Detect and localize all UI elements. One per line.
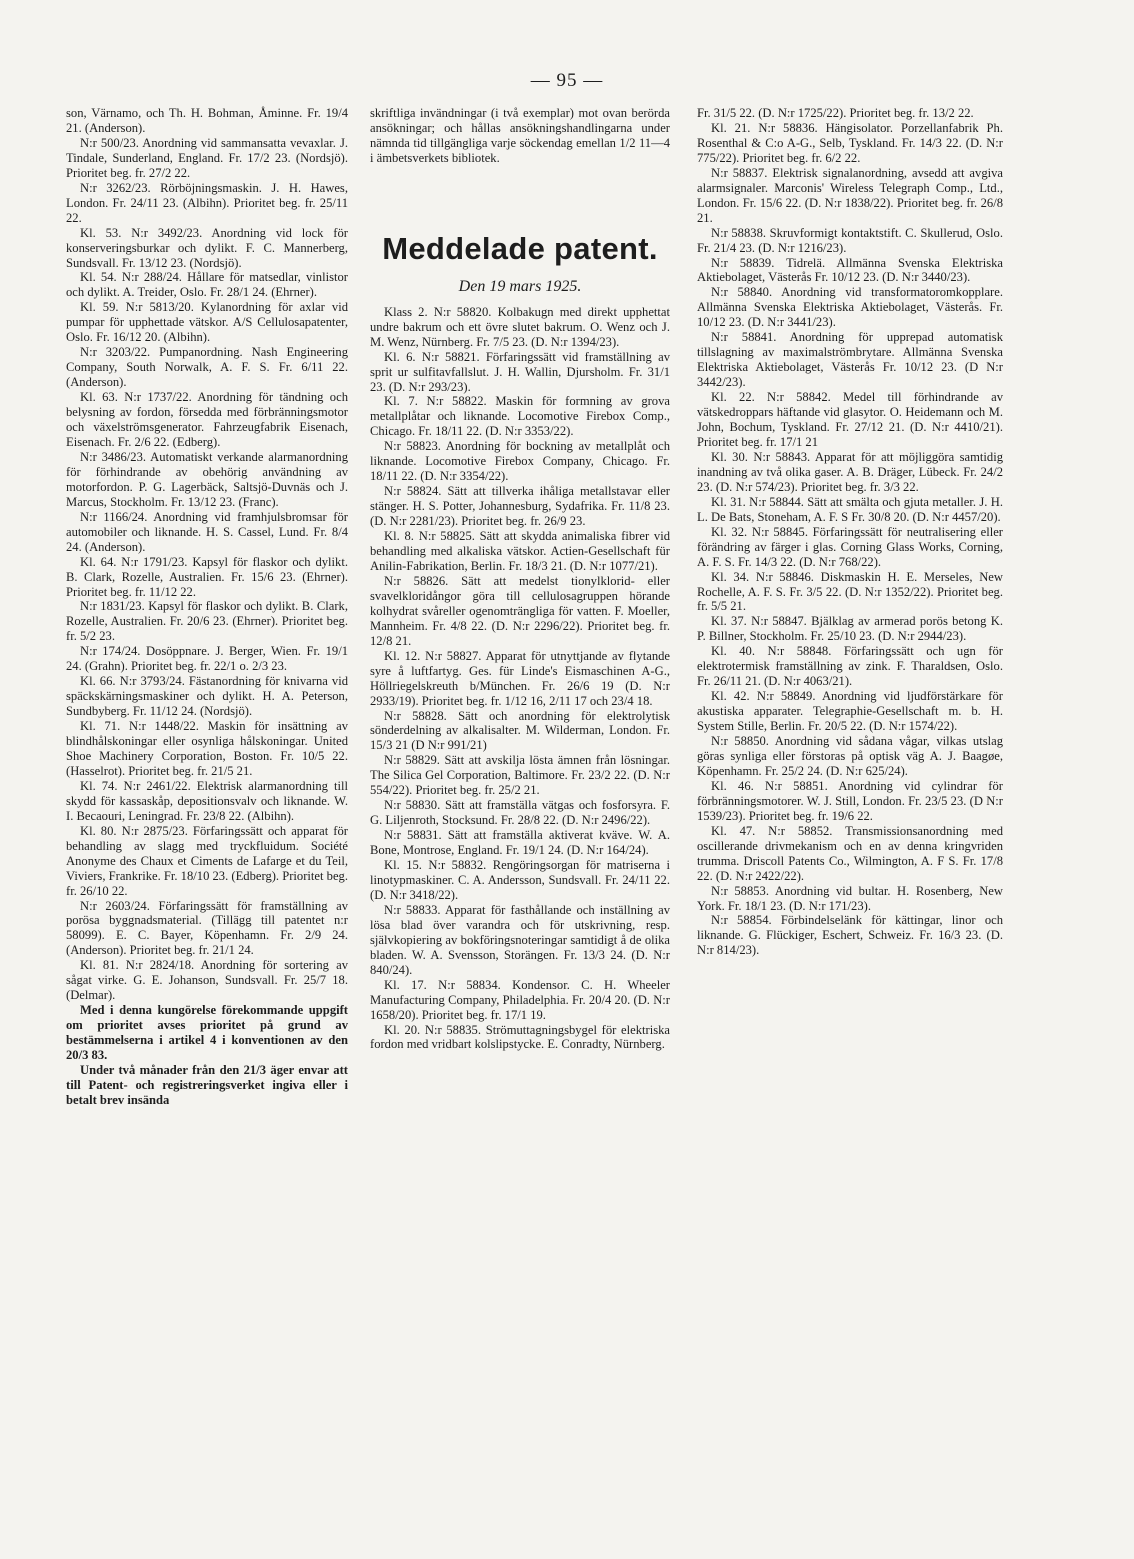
patent-entry: N:r 3203/22. Pumpanordning. Nash Engineering Company, South Norwalk, A. F. S. Fr. 6/11 22. (Anderson). <box>66 345 348 390</box>
patent-entry: Kl. 74. N:r 2461/22. Elektrisk alarmanordning till skydd för kassaskåp, depositionsvalv och liknande. W. I. Becaouri, Leningrad. Fr. 23/8 22. (Albihn). <box>66 778 348 823</box>
patent-entry: N:r 58853. Anordning vid bultar. H. Rosenberg, New York. Fr. 18/1 23. (D. N:r 171/23). <box>697 883 1003 913</box>
patent-entry: Kl. 34. N:r 58846. Diskmaskin H. E. Merseles, New Rochelle, A. F. S. Fr. 3/5 22. (D. N:r 1352/22). Prioritet beg. fr. 5/5 21. <box>697 569 1003 614</box>
patent-entry: N:r 58829. Sätt att avskilja lösta ämnen från lösningar. The Silica Gel Corporation, Baltimore. Fr. 23/2 22. (D. N:r 554/22). Prioritet beg. fr. 25/2 21. <box>370 753 670 798</box>
patent-entries <box>370 305 670 1053</box>
patent-entry: Kl. 30. N:r 58843. Apparat för att möjliggöra samtidig inandning av två olika gaser. A. B. Dräger, Lübeck. Fr. 24/2 23. (D. N:r 574/23). Prioritet beg. fr. 3/3 22. <box>697 449 1003 494</box>
patent-entry: N:r 58831. Sätt att framställa aktiverat kväve. W. A. Bone, Montrose, England. Fr. 19/1 24. (D. N:r 164/24). <box>370 828 670 858</box>
section-heading: Meddelade patent. <box>382 230 658 266</box>
patent-entry: Kl. 7. N:r 58822. Maskin för formning av grova metallplåtar och liknande. Locomotive Firebox Comp., Chicago. Fr. 18/11 22. (D. N:r 3353/22). <box>370 394 670 439</box>
page-number: — 95 — <box>530 70 604 91</box>
patent-entry: Kl. 47. N:r 58852. Transmissionsanordning med oscillerande drivmekanism och en av denna kringvriden trumma. Driscoll Patents Co., Wilmington, A. F S. Fr. 17/8 22. (D. N:r 2422/22). <box>697 823 1003 883</box>
patent-entry: Kl. 80. N:r 2875/23. Förfaringssätt och apparat för behandling av slagg med tryckfluidum. Société Anonyme des Chaux et Ciments de Lafarge et du Teil, Viviers, Frankrike. Fr. 18/10 23. (Edberg). Prioritet beg. fr. 26/10 22. <box>66 823 348 898</box>
column-middle <box>370 106 670 1052</box>
column-right <box>697 106 1003 958</box>
patent-entry: Under två månader från den 21/3 äger envar att till Patent- och registreringsverket ingiva eller i betalt brev insända <box>66 1063 348 1107</box>
patent-entry: N:r 58833. Apparat för fasthållande och inställning av lösa blad över varandra och för utskrivning, resp. självkopiering av bokföringsnoteringar samtidigt å de olika bladen. W. A. Svensson, Storängen. Fr. 13/3 24. (D. N:r 840/24). <box>370 902 670 977</box>
patent-entry: Kl. 20. N:r 58835. Strömuttagningsbygel för elektriska fordon med vridbart kolslipstycke. E. Conradty, Nürnberg. <box>370 1022 670 1052</box>
patent-entry: Kl. 37. N:r 58847. Bjälklag av armerad porös betong K. P. Billner, Stockholm. Fr. 25/10 23. (D. N:r 2944/23). <box>697 614 1003 644</box>
patent-entry: N:r 58841. Anordning för upprepad automatisk tillslagning av maximalströmbrytare. Allmänna Svenska Elektriska Aktiebolaget, Västerås Fr. 10/12 23. (D N:r 3442/23). <box>697 330 1003 390</box>
patent-entry: Kl. 21. N:r 58836. Hängisolator. Porzellanfabrik Ph. Rosenthal & C:o A-G., Selb, Tyskland. Fr. 14/3 22. (D. N:r 775/22). Prioritet beg. fr. 6/2 22. <box>697 120 1003 165</box>
patent-entry: N:r 500/23. Anordning vid sammansatta vevaxlar. J. Tindale, Sunderland, England. Fr. 17/2 23. (Nordsjö). Prioritet beg. fr. 27/2 22. <box>66 135 348 180</box>
patent-entry: Kl. 71. N:r 1448/22. Maskin för insättning av blindhålskoningar eller osynliga hålskoningar. United Shoe Machinery Corporation, Boston. Fr. 10/5 22. (Hasselrot). Prioritet beg. fr. 21/5 21. <box>66 719 348 778</box>
patent-entry: Kl. 31. N:r 58844. Sätt att smälta och gjuta metaller. J. H. L. De Bats, Stoneham, A. F. S Fr. 30/8 20. (D. N:r 4457/20). <box>697 494 1003 524</box>
patent-entry: N:r 58824. Sätt att tillverka ihåliga metallstavar eller stänger. H. S. Potter, Johannesburg, Sydafrika. Fr. 11/8 23. (D. N:r 2281/23). Prioritet beg. fr. 26/9 23. <box>370 484 670 529</box>
patent-entry: Kl. 54. N:r 288/24. Hållare för matsedlar, vinlistor och dylikt. A. Treider, Oslo. Fr. 28/1 24. (Ehrner). <box>66 270 348 300</box>
patent-entry: Kl. 66. N:r 3793/24. Fästanordning för knivarna vid späckskärningsmaskiner och dylikt. H. A. Peterson, Sundbyberg. Fr. 11/12 24. (Nordsjö). <box>66 674 348 719</box>
patent-entry: Kl. 81. N:r 2824/18. Anordning för sortering av sågat virke. G. E. Johanson, Sundsvall. Fr. 25/7 18. (Delmar). <box>66 958 348 1003</box>
patent-entry: Kl. 6. N:r 58821. Förfaringssätt vid framställning av sprit ur sulfitavfallslut. J. H. Wallin, Djursholm. Fr. 31/1 23. (D. N:r 293/23). <box>370 349 670 394</box>
patent-entry: Kl. 46. N:r 58851. Anordning vid cylindrar för förbränningsmotorer. W. J. Still, London. Fr. 23/5 23. (D N:r 1539/23). Prioritet beg. fr. 19/6 22. <box>697 778 1003 823</box>
patent-entry: N:r 1831/23. Kapsyl för flaskor och dylikt. B. Clark, Rozelle, Australien. Fr. 20/6 23. (Ehrner). Prioritet beg. fr. 5/2 23. <box>66 599 348 644</box>
patent-entry: son, Värnamo, och Th. H. Bohman, Åminne. Fr. 19/4 21. (Anderson). <box>66 106 348 135</box>
patent-entry: Kl. 64. N:r 1791/23. Kapsyl för flaskor och dylikt. B. Clark, Rozelle, Australien. Fr. 15/6 23. (Ehrner). Prioritet beg. fr. 11/12 22. <box>66 554 348 599</box>
patent-entry: N:r 3262/23. Rörböjningsmaskin. J. H. Hawes, London. Fr. 24/11 23. (Albihn). Prioritet beg. fr. 25/11 22. <box>66 180 348 225</box>
patent-entry: N:r 2603/24. Förfaringssätt för framställning av porösa byggnadsmaterial. (Tillägg till patentet n:r 58099). E. C. Bayer, Köpenhamn. Fr. 2/9 24. (Anderson). Prioritet beg. fr. 21/1 24. <box>66 898 348 958</box>
patent-entry: N:r 58839. Tidrelä. Allmänna Svenska Elektriska Aktiebolaget, Västerås Fr. 10/12 23. (D. N:r 3440/23). <box>697 255 1003 285</box>
patent-entry: Kl. 32. N:r 58845. Förfaringssätt för neutralisering eller förändring av färger i glas. Corning Glass Works, Corning, A. F. S. Fr. 14/3 22. (D. N:r 768/22). <box>697 524 1003 569</box>
patent-entry: N:r 58840. Anordning vid transformatoromkopplare. Allmänna Svenska Elektriska Aktiebolaget, Västerås. Fr. 10/12 23. (D. N:r 3441/23). <box>697 285 1003 330</box>
patent-entry: N:r 1166/24. Anordning vid framhjulsbromsar för automobiler och liknande. H. S. Cassel, Lund. Fr. 8/4 24. (Anderson). <box>66 509 348 554</box>
patent-entry: Med i denna kungörelse förekommande uppgift om prioritet avses prioritet på grund av bestämmelserna i artikel 4 i konventionen av den 20/3 83. <box>66 1003 348 1063</box>
section-dateline: Den 19 mars 1925. <box>458 277 582 295</box>
patent-entry: Kl. 8. N:r 58825. Sätt att skydda animaliska fibrer vid behandling med alkaliska vätskor. Actien-Gesellschaft für Anilin-Fabrikation, Berlin. Fr. 18/3 21. (D. N:r 1077/21). <box>370 529 670 573</box>
patent-entry: Kl. 22. N:r 58842. Medel till förhindrande av vätskedroppars häftande vid glasytor. O. Heidemann och M. John, Bochum, Tyskland. Fr. 27/12 21. (D. N:r 4410/21). Prioritet beg. fr. 17/1 21 <box>697 390 1003 449</box>
patent-entry: Kl. 12. N:r 58827. Apparat för utnyttjande av flytande syre å luftfartyg. Ges. für Linde's Eismaschinen A-G., Höllriegelskreuth b/München. Fr. 26/6 19 (D. N:r 2933/19). Prioritet beg. fr. 1/12 16, 2/11 17 och 23/4 18. <box>370 648 670 708</box>
patent-entry: Klass 2. N:r 58820. Kolbakugn med direkt upphettat undre bakrum och ett övre slutet bakrum. O. Wenz och J. M. Wenz, Nürnberg. Fr. 7/5 23. (D. N:r 1394/23). <box>370 304 670 349</box>
patent-entry: Kl. 59. N:r 5813/20. Kylanordning för axlar vid pumpar för upphettade vätskor. A/S Cellulosapatenter, Oslo. Fr. 16/12 20. (Albihn). <box>66 300 348 345</box>
column-left <box>66 106 348 1108</box>
patent-entry: Kl. 15. N:r 58832. Rengöringsorgan för matriserna i linotypmaskiner. C. A. Andersson, Sundsvall. Fr. 24/11 22. (D. N:r 3418/22). <box>370 858 670 902</box>
patent-entry: N:r 58828. Sätt och anordning för elektrolytisk sönderdelning av alkalisalter. M. Wilderman, London. Fr. 15/3 21 (D N:r 991/21) <box>370 708 670 753</box>
patent-entry: N:r 58838. Skruvformigt kontaktstift. C. Skullerud, Oslo. Fr. 21/4 23. (D. N:r 1216/23). <box>697 225 1003 255</box>
patent-entry: Kl. 63. N:r 1737/22. Anordning för tändning och belysning av fordon, försedda med förbränningsmotor och växelströmsgenerator. Fahrzeugfabrik Eisenach, Eisenach. Fr. 2/6 22. (Edberg). <box>66 390 348 449</box>
patent-entry: Fr. 31/5 22. (D. N:r 1725/22). Prioritet beg. fr. 13/2 22. <box>697 106 974 120</box>
patent-entry: N:r 58826. Sätt att medelst tionylklorid- eller svavelkloridångor göra till cellulosagruppen hörande kolhydrat svåreller ogenomträngliga för vatten. F. Moeller, Mannheim. Fr. 4/8 22. (D. N:r 2296/22). Prioritet beg. fr. 12/8 21. <box>370 573 670 648</box>
patent-entry: N:r 58823. Anordning för bockning av metallplåt och liknande. Locomotive Firebox Company, Chicago. Fr. 18/11 22. (D. N:r 3354/22). <box>370 439 670 484</box>
patent-entry: N:r 3486/23. Automatiskt verkande alarmanordning för förhindrande av obehörig användning av motorfordon. P. G. Lagerbäck, Saltsjö-Duvnäs och J. Marcus, Stockholm. Fr. 13/12 23. (Franc). <box>66 449 348 509</box>
objection-notice-continued: skriftliga invändningar (i två exemplar) mot ovan berörda ansökningar; och hållas ansökningshandlingarna under nämnda tid tillgängliga varje söckendag emellan 1/2 11—4 i ämbetsverkets bibliotek. <box>370 106 670 165</box>
patent-entry: N:r 174/24. Dosöppnare. J. Berger, Wien. Fr. 19/1 24. (Grahn). Prioritet beg. fr. 22/1 o. 2/3 23. <box>66 644 348 674</box>
patent-entry: Kl. 17. N:r 58834. Kondensor. C. H. Wheeler Manufacturing Company, Philadelphia. Fr. 20/4 20. (D. N:r 1658/20). Prioritet beg. fr. 17/1 19. <box>370 977 670 1022</box>
patent-entry: N:r 58850. Anordning vid sådana vågar, vilkas utslag göras synliga eller förstoras på optisk väg A. J. Baagøe, Köpenhamn. Fr. 25/2 24. (D. N:r 625/24). <box>697 734 1003 778</box>
patent-entry: N:r 58837. Elektrisk signalanordning, avsedd att avgiva alarmsignaler. Marconis' Wireless Telegraph Comp., Ltd., London. Fr. 15/6 22. (D. N:r 1838/22). Prioritet beg. fr. 26/8 21. <box>697 165 1003 225</box>
patent-entry: Kl. 42. N:r 58849. Anordning vid ljudförstärkare för akustiska apparater. Telegraphie-Gesellschaft m. b. H. System Stille, Berlin. Fr. 20/5 22. (D. N:r 1574/22). <box>697 689 1003 734</box>
patent-entry: Kl. 53. N:r 3492/23. Anordning vid lock för konserveringsburkar och dylikt. F. C. Mannerberg, Sundsvall. Fr. 13/12 23. (Nordsjö). <box>66 225 348 270</box>
patent-entry: N:r 58854. Förbindelselänk för kättingar, linor och liknande. G. Flückiger, Eschert, Schweiz. Fr. 16/3 23. (D. N:r 814/23). <box>697 913 1003 958</box>
patent-entry: Kl. 40. N:r 58848. Förfaringssätt och ugn för elektrotermisk framställning av zink. F. Tharaldsen, Oslo. Fr. 26/11 21. (D. N:r 4063/21). <box>697 644 1003 689</box>
patent-entry: N:r 58830. Sätt att framställa vätgas och fosforsyra. F. G. Liljenroth, Stocksund. Fr. 28/8 22. (D. N:r 2496/22). <box>370 798 670 828</box>
